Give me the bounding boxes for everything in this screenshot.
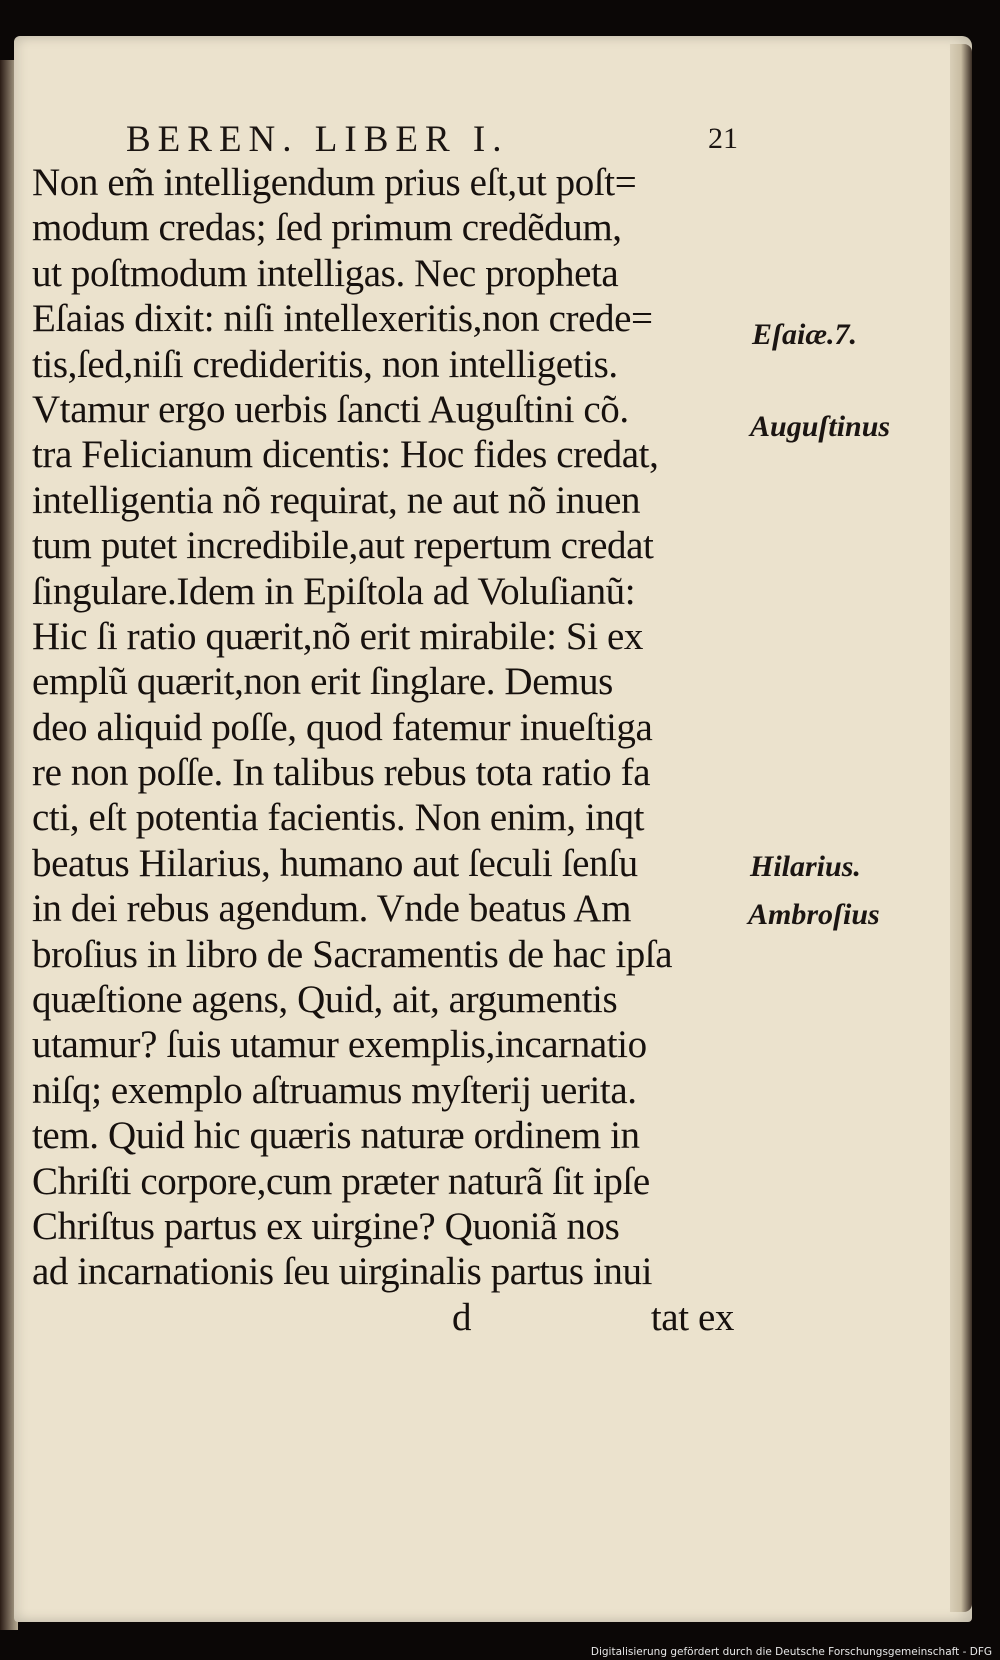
margin-note-hilarius: Hilarius. [750,850,861,883]
text-line: emplũ quærit,non erit ſinglare. Demus [32,660,613,704]
running-head: BEREN. LIBER I. [126,119,509,160]
text-line: cti, eſt potentia facientis. Non enim, inqt [32,796,645,840]
text-line: Chriſti corpore,cum præter naturã ſit ipſe [32,1159,650,1203]
text-line: intelligentia nõ requirat, ne aut nõ inuen [32,478,641,522]
text-line: tem. Quid hic quæris naturæ ordinem in [32,1114,640,1158]
page-edge [950,44,972,1612]
text-line: niſq; exemplo aſtruamus myſterij uerita. [32,1068,637,1112]
text-line: quæſtione agens, Quid, ait, argumentis [32,978,618,1022]
text-line: broſius in libro de Sacramentis de hac ipſa [32,932,673,976]
margin-note-augustinus: Auguſtinus [750,410,891,443]
digitization-credit: Digitalisierung gefördert durch die Deutsche Forschungsgemeinschaft - DFG [590,1646,992,1658]
text-line: re non poſſe. In talibus rebus tota ratio fa [32,751,651,795]
text-line: utamur? ſuis utamur exemplis,incarnatio [32,1023,647,1067]
text-line: in dei rebus agendum. Vnde beatus Am [32,887,632,931]
text-line: Hic ſi ratio quærit,nõ erit mirabile: Si ex [32,614,644,658]
text-line: modum credas; ſed primum credẽdum, [32,206,622,250]
text-line: tra Felicianum dicentis: Hoc fides credat, [32,433,659,477]
text-line: Vtamur ergo uerbis ſancti Auguſtini cõ. [32,387,629,431]
folio-number: 21 [708,122,738,155]
text-line: Chriſtus partus ex uirgine? Quoniã nos [32,1204,620,1248]
text-line: beatus Hilarius, humano aut ſeculi ſenſu [32,841,638,885]
body-text [32,160,742,1340]
margin-note-ambrosius: Ambroſius [748,898,880,931]
text-line: tum putet incredibile,aut repertum credat [32,524,654,568]
text-line: Non em̃ intelligendum prius eſt,ut poſt= [32,161,637,204]
text-line: ad incarnationis ſeu uirginalis partus inui [32,1250,653,1294]
text-line: deo aliquid poſſe, quod fatemur inueſtiga [32,705,653,749]
margin-note-esaias: Eſaiæ.7. [752,318,857,351]
text-line: ut poſtmodum intelligas. Nec propheta [32,251,619,295]
text-line: ſingulare.Idem in Epiſtola ad Voluſianũ: [32,569,636,613]
catchword-line [32,1295,742,1340]
text-line: Eſaias dixit: niſi intellexeritis,non crede= [32,297,653,341]
text-line: tis,ſed,niſi credideritis, non intelligetis. [32,342,618,386]
signature-mark: d [452,1295,472,1339]
catchword: tat ex [650,1295,734,1339]
